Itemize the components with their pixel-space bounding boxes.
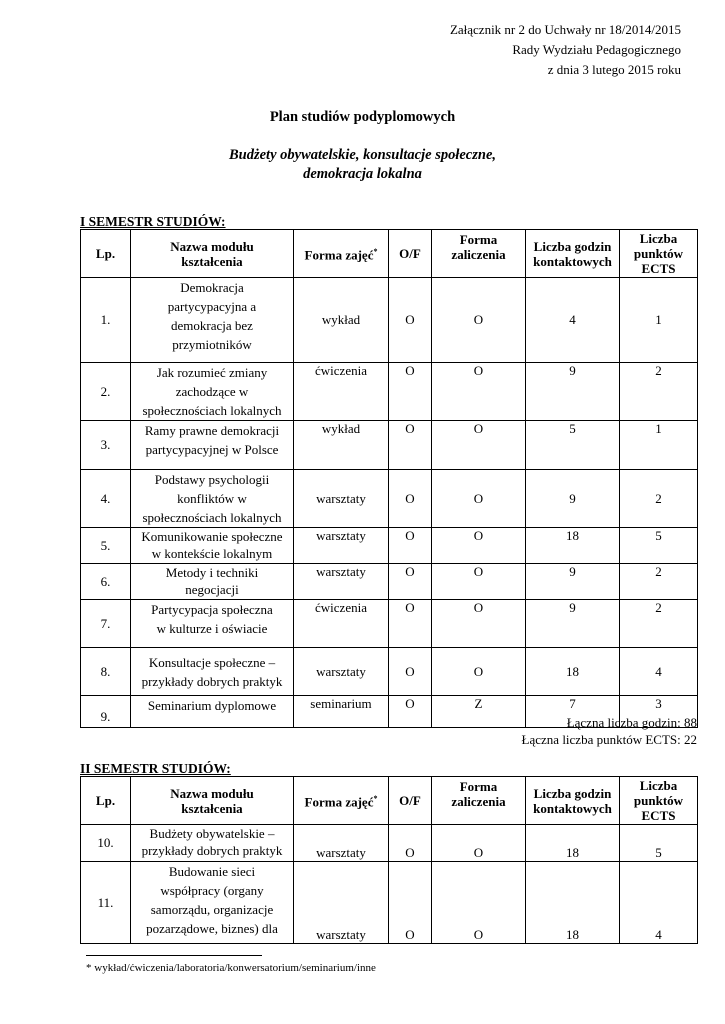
cell-of: O xyxy=(389,278,432,363)
cell-name: Jak rozumieć zmiany zachodzące w społecznościach lokalnych xyxy=(131,363,294,421)
subtitle-line-1: Budżety obywatelskie, konsultacje społeczne, xyxy=(228,147,497,163)
cell-of: O xyxy=(389,363,432,421)
cell-lp: 3. xyxy=(81,421,131,470)
cell-lp: 7. xyxy=(81,600,131,648)
col-hours-header: Liczba godzin kontaktowych xyxy=(526,230,620,278)
cell-lp: 10. xyxy=(81,825,131,862)
cell-lp: 1. xyxy=(81,278,131,363)
cell-ects: 1 xyxy=(620,421,698,470)
col-of-header: O/F xyxy=(389,230,432,278)
cell-hours: 4 xyxy=(526,278,620,363)
cell-ects: 2 xyxy=(620,470,698,528)
cell-forma: wykład xyxy=(294,421,389,470)
col-name-header: Nazwa modułu kształcenia xyxy=(131,230,294,278)
cell-zal: O xyxy=(432,564,526,600)
table-row xyxy=(81,278,698,363)
cell-forma: warsztaty xyxy=(294,528,389,564)
table-row xyxy=(81,470,698,528)
cell-of: O xyxy=(389,564,432,600)
cell-name: Demokracja partycypacyjna a demokracja bez przymiotników xyxy=(131,278,294,363)
cell-hours: 5 xyxy=(526,421,620,470)
cell-of: O xyxy=(389,648,432,696)
footnote-separator xyxy=(86,955,262,956)
footnote: * wykład/ćwiczenia/laboratoria/konwersatorium/seminarium/inne xyxy=(86,962,376,974)
cell-name: Budżety obywatelskie – przykłady dobrych praktyk xyxy=(131,825,294,862)
col-zal-header: Forma zaliczenia xyxy=(432,230,526,278)
cell-zal: O xyxy=(432,825,526,862)
table-header-row xyxy=(81,777,698,825)
cell-name: Seminarium dyplomowe xyxy=(131,696,294,728)
cell-of: O xyxy=(389,528,432,564)
semester-1-totals xyxy=(522,714,697,748)
cell-of: O xyxy=(389,470,432,528)
col-forma-header: Forma zajęć* xyxy=(294,777,389,825)
cell-forma: warsztaty xyxy=(294,648,389,696)
header-line-3: z dnia 3 lutego 2015 roku xyxy=(547,62,681,77)
cell-lp: 6. xyxy=(81,564,131,600)
cell-hours: 18 xyxy=(526,862,620,944)
cell-of: O xyxy=(389,862,432,944)
total-hours: Łączna liczba godzin: 88 xyxy=(566,715,697,730)
col-ects-header: Liczba punktów ECTS xyxy=(620,230,698,278)
table-row xyxy=(81,564,698,600)
col-of-header: O/F xyxy=(389,777,432,825)
col-name-header: Nazwa modułu kształcenia xyxy=(131,777,294,825)
cell-lp: 11. xyxy=(81,862,131,944)
cell-forma: wykład xyxy=(294,278,389,363)
table-row xyxy=(81,528,698,564)
cell-zal: O xyxy=(432,862,526,944)
cell-forma: warsztaty xyxy=(294,470,389,528)
cell-ects: 2 xyxy=(620,600,698,648)
table-row xyxy=(81,825,698,862)
cell-hours: 9 xyxy=(526,363,620,421)
cell-zal: O xyxy=(432,600,526,648)
cell-zal: O xyxy=(432,648,526,696)
cell-lp: 8. xyxy=(81,648,131,696)
cell-ects: 4 xyxy=(620,862,698,944)
col-forma-header: Forma zajęć* xyxy=(294,230,389,278)
cell-ects: 5 xyxy=(620,825,698,862)
cell-hours: 9 xyxy=(526,600,620,648)
cell-name: Ramy prawne demokracji partycypacyjnej w Polsce xyxy=(131,421,294,470)
cell-zal: O xyxy=(432,470,526,528)
cell-of: O xyxy=(389,421,432,470)
cell-hours: 9 xyxy=(526,470,620,528)
cell-hours: 7 xyxy=(526,696,620,728)
cell-ects: 3 xyxy=(620,696,698,728)
table-row xyxy=(81,648,698,696)
table-row xyxy=(81,600,698,648)
col-zal-header: Forma zaliczenia xyxy=(432,777,526,825)
cell-ects: 2 xyxy=(620,564,698,600)
cell-of: O xyxy=(389,825,432,862)
cell-of: O xyxy=(389,696,432,728)
cell-name: Komunikowanie społeczne w kontekście lokalnym xyxy=(131,528,294,564)
cell-name: Podstawy psychologii konfliktów w społecznościach lokalnych xyxy=(131,470,294,528)
cell-hours: 18 xyxy=(526,648,620,696)
semester-2-label: II SEMESTR STUDIÓW: xyxy=(80,761,231,776)
cell-name: Konsultacje społeczne – przykłady dobrych praktyk xyxy=(131,648,294,696)
header-line-1: Załącznik nr 2 do Uchwały nr 18/2014/2015 xyxy=(449,22,681,37)
semester-1-table xyxy=(80,229,698,728)
cell-of: O xyxy=(389,600,432,648)
cell-zal: Z xyxy=(432,696,526,728)
header-line-2: Rady Wydziału Pedagogicznego xyxy=(512,42,681,57)
cell-zal: O xyxy=(432,528,526,564)
cell-zal: O xyxy=(432,363,526,421)
cell-lp: 5. xyxy=(81,528,131,564)
cell-name: Budowanie sieci współpracy (organy samorządu, organizacje pozarządowe, biznes) dla xyxy=(131,862,294,944)
document-title: Plan studiów podyplomowych xyxy=(269,109,456,125)
cell-hours: 18 xyxy=(526,528,620,564)
attachment-header xyxy=(450,20,681,80)
cell-ects: 4 xyxy=(620,648,698,696)
cell-lp: 4. xyxy=(81,470,131,528)
col-hours-header: Liczba godzin kontaktowych xyxy=(526,777,620,825)
cell-hours: 9 xyxy=(526,564,620,600)
cell-forma: seminarium xyxy=(294,696,389,728)
cell-hours: 18 xyxy=(526,825,620,862)
cell-lp: 2. xyxy=(81,363,131,421)
col-lp-header: Lp. xyxy=(81,230,131,278)
cell-lp: 9. xyxy=(81,696,131,728)
cell-ects: 1 xyxy=(620,278,698,363)
cell-name: Partycypacja społeczna w kulturze i oświacie xyxy=(131,600,294,648)
table-header-row xyxy=(81,230,698,278)
total-ects: Łączna liczba punktów ECTS: 22 xyxy=(521,732,697,747)
cell-forma: warsztaty xyxy=(294,862,389,944)
cell-forma: ćwiczenia xyxy=(294,600,389,648)
semester-2-table xyxy=(80,776,698,944)
cell-forma: ćwiczenia xyxy=(294,363,389,421)
table-row xyxy=(81,363,698,421)
semester-1-label: I SEMESTR STUDIÓW: xyxy=(80,214,226,229)
cell-ects: 2 xyxy=(620,363,698,421)
document-subtitle xyxy=(0,146,725,184)
cell-ects: 5 xyxy=(620,528,698,564)
table-row xyxy=(81,862,698,944)
cell-zal: O xyxy=(432,278,526,363)
cell-forma: warsztaty xyxy=(294,825,389,862)
cell-name: Metody i techniki negocjacji xyxy=(131,564,294,600)
cell-forma: warsztaty xyxy=(294,564,389,600)
subtitle-line-2: demokracja lokalna xyxy=(303,166,422,182)
col-ects-header: Liczba punktów ECTS xyxy=(620,777,698,825)
table-row xyxy=(81,421,698,470)
col-lp-header: Lp. xyxy=(81,777,131,825)
cell-zal: O xyxy=(432,421,526,470)
